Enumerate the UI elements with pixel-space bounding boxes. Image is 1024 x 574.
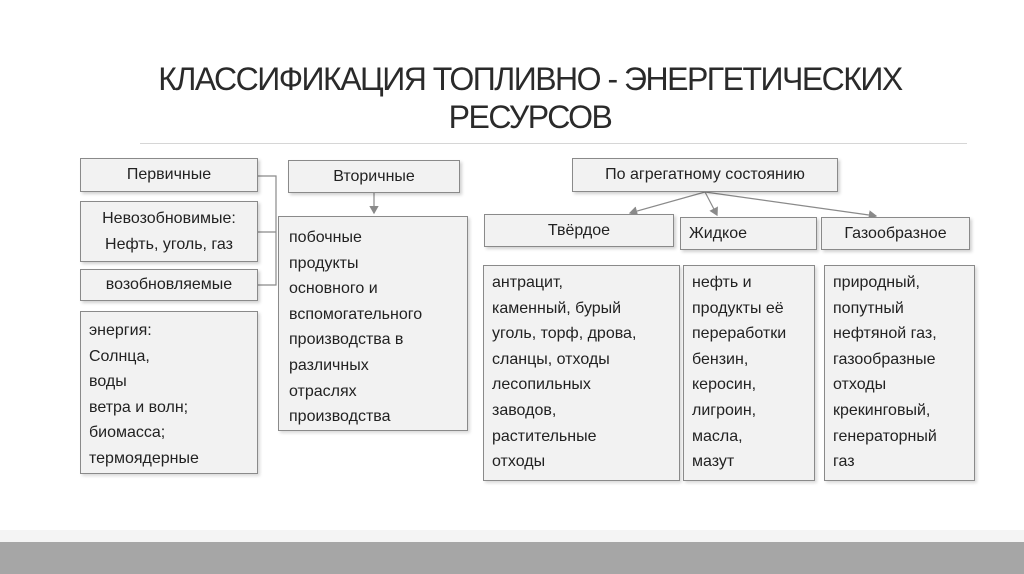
secondary-items-box: побочные продукты основного и вспомогательного производства в различных отраслях производства (278, 216, 468, 431)
solid-header: Твёрдое (484, 214, 674, 247)
aggregate-arrow-liquid (705, 192, 717, 215)
page-title: КЛАССИФИКАЦИЯ ТОПЛИВНО - ЭНЕРГЕТИЧЕСКИХ РЕСУРСОВ (158, 61, 902, 135)
aggregate-header: По агрегатному состоянию (572, 158, 838, 192)
primary-bracket-line (258, 176, 276, 285)
liquid-items-box: нефть и продукты её переработки бензин, керосин, лигроин, масла, мазут (683, 265, 815, 481)
aggregate-arrow-gas (705, 192, 876, 216)
renewable-box: возобновляемые (80, 269, 258, 301)
renewable-items-box: энергия: Солнца, воды ветра и волн; биомасса; термоядерные (80, 311, 258, 474)
footer-bar (0, 542, 1024, 574)
footer-divider (0, 530, 1024, 542)
secondary-header: Вторичные (288, 160, 460, 193)
solid-items-box: антрацит, каменный, бурый уголь, торф, дрова, сланцы, отходы лесопильных заводов, растительные отходы (483, 265, 680, 481)
nonrenewable-box: Невозобновимые: Нефть, уголь, газ (80, 201, 258, 262)
liquid-header: Жидкое (680, 217, 817, 250)
gas-items-box: природный, попутный нефтяной газ, газообразные отходы крекинговый, генераторный газ (824, 265, 975, 481)
gas-header: Газообразное (821, 217, 970, 250)
primary-header: Первичные (80, 158, 258, 192)
aggregate-arrow-solid (630, 192, 705, 213)
